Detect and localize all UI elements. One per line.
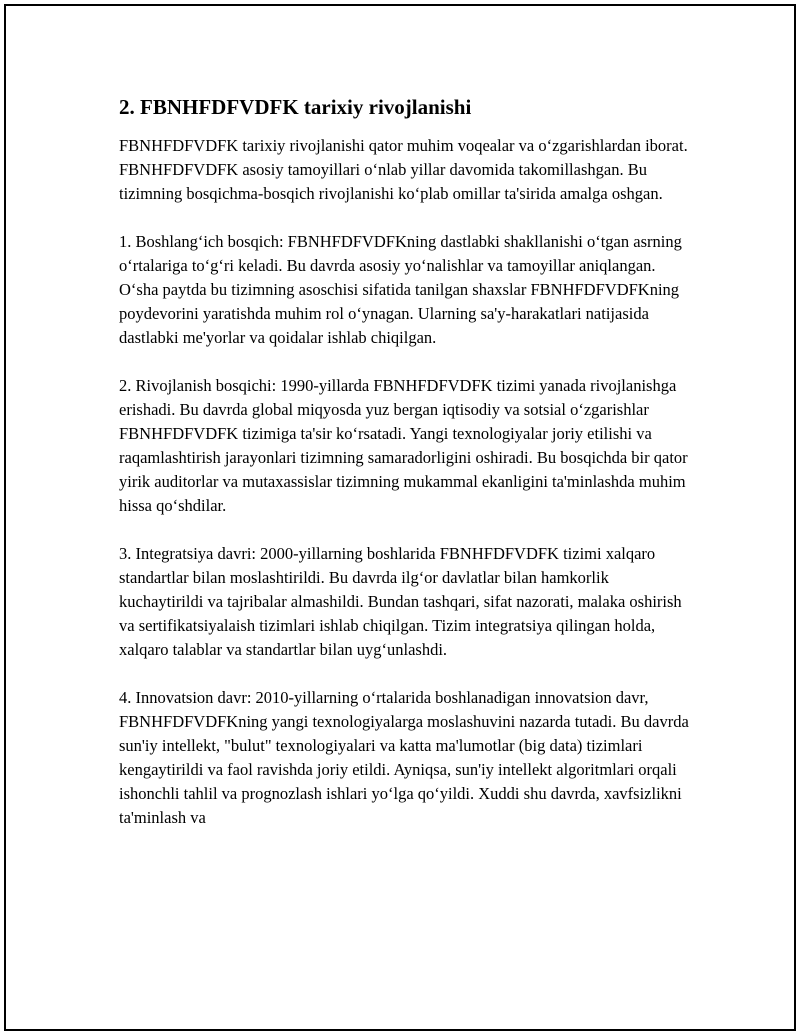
paragraph-stage-3: 3. Integratsiya davri: 2000-yillarning boshlarida FBNHFDFVDFK tizimi xalqaro standartlar bilan moslashtirildi. Bu davrda ilg‘or davlatlar bilan hamkorlik kuchaytirildi va tajribalar almashildi. Bundan tashqari, sifat nazorati, malaka oshirish va sertifikatsiyalaish tizimlari ishlab chiqilgan. Tizim integratsiya qilingan holda, xalqaro talablar va standartlar bilan uyg‘unlashdi. <box>119 544 682 659</box>
paragraph-stage-1: 1. Boshlang‘ich bosqich: FBNHFDFVDFKning dastlabki shakllanishi o‘tgan asrning o‘rtalariga to‘g‘ri keladi. Bu davrda asosiy yo‘nalishlar va tamoyillar aniqlangan. O‘sha paytda bu tizimning asoschisi sifatida tanilgan shaxslar FBNHFDFVDFKning poydevorini yaratishda muhim rol o‘ynagan. Ularning sa'y-harakatlari natijasida dastlabki me'yorlar va qoidalar ishlab chiqilgan. <box>119 232 682 347</box>
paragraph-stage-4: 4. Innovatsion davr: 2010-yillarning o‘rtalarida boshlanadigan innovatsion davr, FBNHFDFVDFKning yangi texnologiyalarga moslashuvini nazarda tutadi. Bu davrda sun'iy intellekt, "bulut" texnologiyalari va katta ma'lumotlar (big data) tizimlari kengaytirildi va faol ravishda joriy etildi. Ayniqsa, sun'iy intellekt algoritmlari orqali ishonchli tahlil va prognozlash ishlari yo‘lga qo‘yildi. Xuddi shu davrda, xavfsizlikni ta'minlash va <box>119 688 689 827</box>
paragraph-stage-2: 2. Rivojlanish bosqichi: 1990-yillarda FBNHFDFVDFK tizimi yanada rivojlanishga erishadi. Bu davrda global miqyosda yuz bergan iqtisodiy va sotsial o‘zgarishlar FBNHFDFVDFK tizimiga ta'sir ko‘rsatadi. Yangi texnologiyalar joriy etilishi va raqamlashtirish jarayonlari tizimning samaradorligini oshiradi. Bu bosqichda bir qator yirik auditorlar va mutaxassislar tizimning mukammal ekanligini ta'minlashda muhim hissa qo‘shdilar. <box>119 376 688 515</box>
document-body <box>119 94 689 854</box>
section-heading: 2. FBNHFDFVDFK tarixiy rivojlanishi <box>119 95 472 119</box>
paragraph-intro: FBNHFDFVDFK tarixiy rivojlanishi qator muhim voqealar va o‘zgarishlardan iborat. FBNHFDFVDFK asosiy tamoyillari o‘nlab yillar davomida takomillashgan. Bu tizimning bosqichma-bosqich rivojlanishi ko‘plab omillar ta'sirida amalga oshgan. <box>119 136 688 203</box>
